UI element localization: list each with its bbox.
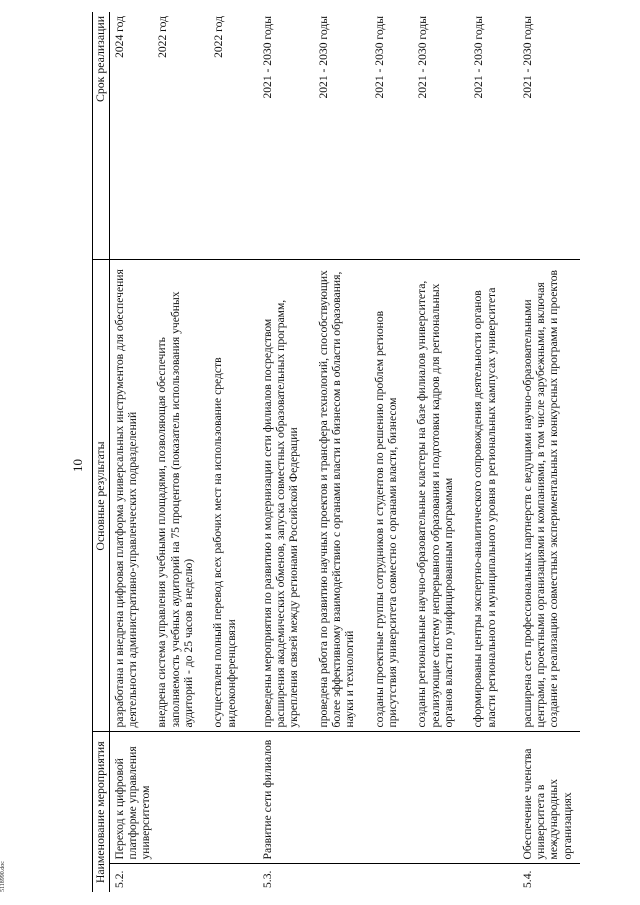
period-item: 2022 год: [211, 15, 225, 58]
measure-periods: [518, 12, 580, 260]
page-number: 10: [70, 459, 85, 472]
measure-results: [109, 260, 258, 732]
result-item: созданы проектные группы сотрудников и студентов по решению проблем регионов присутствия университета совместно с органами власти, бизнесом: [372, 310, 399, 728]
period-item: 2021 - 2030 годы: [415, 15, 429, 99]
measure-results: [258, 260, 518, 732]
measure-name: Развитие сети филиалов: [258, 732, 518, 864]
measure-name: Обеспечение членства университета в международных организациях: [518, 732, 580, 864]
result-item: созданы региональные научно-образовательные кластеры на базе филиалов университета, реализующие систему непрерывного образования и подготовки кадров для региональных органов власти по унифицированным программам: [415, 280, 455, 728]
result-item: внедрена система управления учебными площадями, позволяющая обеспечить заполняемость учебных аудиторий на 75 процентов (показатель использования учебных аудиторий - до 25 часов в неделю): [155, 291, 195, 728]
measure-name: Переход к цифровой платформе управления университетом: [109, 732, 258, 864]
period-item: 2021 - 2030 годы: [316, 15, 330, 99]
footer-code: 5118990.doc: [0, 861, 6, 892]
period-item: 2022 год: [155, 15, 169, 58]
header-period: Срок реализации: [93, 12, 110, 260]
table-row: [518, 12, 580, 892]
result-item: проведена работа по развитию научных проектов и трансфера технологий, способствующих более эффективному взаимодействию с органами власти и бизнесом в области образования, науки и технологий: [316, 270, 357, 728]
rotated-page: [70, 12, 575, 892]
measure-periods: [258, 12, 518, 260]
table-row: [258, 12, 518, 892]
table-row: [109, 12, 258, 892]
period-item: 2021 - 2030 годы: [471, 15, 485, 99]
measure-results: [518, 260, 580, 732]
table-header-row: [93, 12, 110, 892]
measures-table: [92, 12, 580, 892]
result-item: сформированы центры экспертно-аналитического сопровождения деятельности органов власти регионального и муниципального уровня в региональных кампусах университета: [471, 287, 498, 728]
header-name: Наименование мероприятия: [93, 732, 110, 892]
period-item: 2021 - 2030 годы: [260, 15, 274, 99]
period-item: 2021 - 2030 годы: [520, 15, 534, 99]
measure-number: 5.4.: [520, 870, 534, 888]
result-item: расширена сеть профессиональных партнерств с ведущими научно-образовательными центрами, проектными организациями и компаниями, в том числе зарубежными, включая создание и реализацию совместных экспериментальных и конкурсных программ и проектов: [520, 269, 561, 728]
measure-number: 5.2.: [112, 870, 126, 888]
result-item: осуществлен полный перевод всех рабочих мест на использование средств видеоконференцсвязи: [211, 357, 238, 728]
period-item: 2021 - 2030 годы: [372, 15, 386, 99]
header-results: Основные результаты: [93, 260, 110, 732]
period-item: 2024 год: [112, 15, 126, 58]
result-item: проведены мероприятия по развитию и модернизации сети филиалов посредством расширения академических обменов, запуска совместных образовательных программ, укрепления связей между регионами Российской Федерации: [260, 299, 301, 728]
result-item: разработана и внедрена цифровая платформа универсальных инструментов для обеспечения деятельности административно-управленческих подразделений: [112, 269, 139, 728]
measure-periods: [109, 12, 258, 260]
measure-number: 5.3.: [260, 870, 274, 888]
